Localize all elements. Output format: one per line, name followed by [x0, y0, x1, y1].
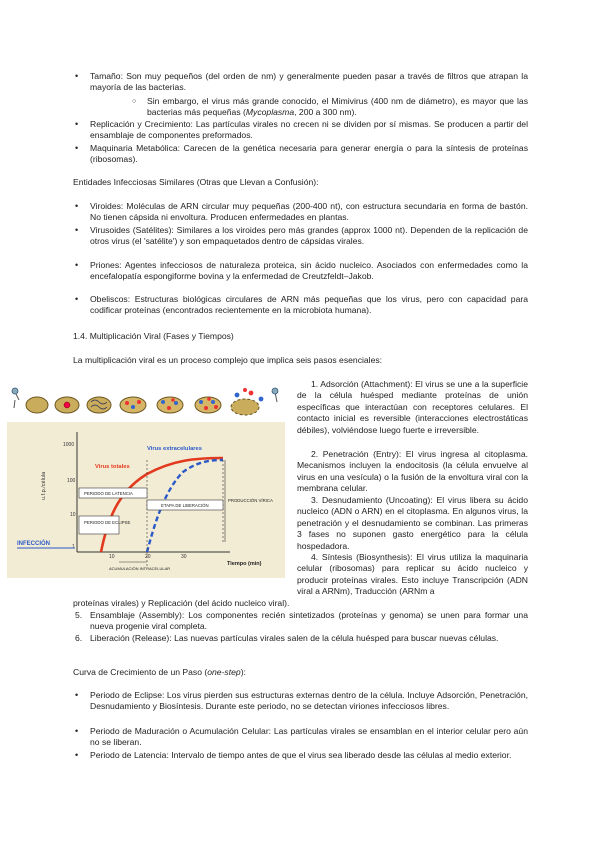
- y-axis-label: u.f.p./célula: [41, 471, 47, 500]
- bullet-priones: • Priones: Agentes infecciosos de naturaleza proteica, sin ácido nucleico. Asociados con enfermedades como la encefalopatía espongiforme bovina y la enfermedad de Creutzfeldt–Jakob.: [90, 260, 528, 283]
- production-label: PRODUCCIÓN VÍRICA: [228, 498, 273, 503]
- sub-bullet-tail: , 200 a 300 nm).: [294, 107, 357, 118]
- bullet-eclipse: • Periodo de Eclipse: Los virus pierden sus estructuras externas dentro de la célula. Incluye Adsorción, Penetración, Desnudamiento y Biosíntesis. Durante este periodo, no se detectan viriones infecciosos libres.: [90, 690, 528, 713]
- virus-extracelulares-label: Virus extracelulares: [147, 446, 202, 452]
- y-tick-100: 100: [67, 478, 76, 484]
- bullet-replication: • Replicación y Crecimiento: Las partículas virales no crecen ni se dividen por sí mismas. Se producen a partir del ensamblaje de componentes preformados.: [90, 119, 528, 142]
- step-6: [75, 633, 528, 644]
- virus-release-icon: [272, 388, 278, 402]
- y-tick-10: 10: [70, 512, 76, 518]
- sub-bullet-mimivirus: [147, 96, 528, 119]
- step-1: [297, 379, 528, 436]
- bullet-metabolic: • Maquinaria Metabólica: Carecen de la genética necesaria para generar energía o para la síntesis de proteínas (ribosomas).: [90, 143, 528, 166]
- step-6-num: 6.: [75, 633, 83, 643]
- step-2: [297, 449, 528, 495]
- cell-icon-5: [157, 397, 183, 413]
- x-axis-label: Tiempo (min): [227, 561, 262, 567]
- virus-particle-icon: [64, 402, 70, 408]
- curve-heading-text: Curva de Crecimiento de un Paso (: [73, 667, 208, 677]
- cell-icon-1: [26, 397, 48, 413]
- step-1-num: 1.: [311, 379, 319, 389]
- eclipse-period-box: [79, 516, 119, 534]
- curve-heading: [73, 667, 533, 678]
- protein-dot-icon: [125, 401, 129, 405]
- y-tick-1000: 1000: [63, 442, 75, 448]
- step-4: [297, 552, 528, 598]
- curve-heading-italic: one-step: [207, 667, 241, 677]
- bullet-latencia: • Periodo de Latencia: Intervalo de tiempo antes de que el virus sea liberado desde las células al medio exterior.: [90, 750, 528, 761]
- step-3: [297, 495, 528, 552]
- step-2-text: Penetración (Entry): El virus ingresa al citoplasma. Mecanismos incluyen la endocitosis (la célula envuelve al virus en una vesícula) o la fusión de la envoltura viral con la membrana celular.: [297, 449, 529, 494]
- x-tick-30: 30: [181, 554, 187, 560]
- bullet-viroides: • Viroides: Moléculas de ARN circular muy pequeñas (200-400 nt), con estructura secundaria en forma de bastón. No tienen cápsida ni envoltura. Producen enfermedades en plantas.: [90, 201, 528, 224]
- infection-label: INFECCIÓN: [17, 541, 50, 547]
- x-tick-20: 20: [145, 554, 151, 560]
- virus-cell-icons: [12, 388, 278, 415]
- step-4-num: 4.: [311, 552, 319, 562]
- step-5-num: 5.: [75, 610, 83, 620]
- x-tick-10: 10: [109, 554, 115, 560]
- release-stage-label: ETAPA DE LIBERACIÓN: [161, 503, 209, 508]
- bullet-maduracion: • Periodo de Maduración o Acumulación Celular: Las partículas virales se ensamblan en el interior celular pero aún no se liberan.: [90, 726, 528, 749]
- eclipse-period-label: [84, 520, 130, 525]
- viral-growth-figure: [5, 382, 287, 579]
- virus-attach-icon: [12, 388, 19, 408]
- step-4-text: Síntesis (Biosynthesis): El virus utiliza la maquinaria celular (ribosomas) para replicar su ácido nucleico y producir proteínas virales. Esto incluye Transcripción (ADN viral a ARNm), Traducción (ARNm a: [297, 552, 529, 597]
- y-tick-1: 1: [72, 544, 75, 550]
- growth-curve-svg: [5, 382, 287, 579]
- step-3-num: 3.: [311, 495, 319, 505]
- sub-bullet-italic: Mycoplasma: [245, 107, 295, 118]
- virus-totales-label: Virus totales: [95, 464, 130, 470]
- accumulation-label: ACUMULACIÓN INTRACELULAR: [109, 566, 171, 571]
- bullet-virusoides: • Virusoides (Satélites): Similares a los viroides pero más grandes (approx 1000 nt). Dependen de la replicación de otros virus (el 'satélite') y son empaquetados dentro de cápsidas virales.: [90, 225, 528, 248]
- bullet-size: • Tamaño: Son muy pequeños (del orden de nm) y generalmente pueden pasar a través de filtros que atrapan la mayoría de las bacterias.: [90, 71, 528, 94]
- step-2-num: 2.: [311, 449, 319, 459]
- protein-dot-icon: [199, 400, 203, 404]
- step-5-text: Ensamblaje (Assembly): Los componentes recién sintetizados (proteínas y genoma) se unen para formar una nueva progenie viral completa.: [90, 610, 528, 632]
- step-1-text: Adsorción (Attachment): El virus se une a la superficie de la célula huésped mediante proteínas de unión específicas que interactúan con receptores celulares. El contacto inicial es reversible (interacciones electrostáticas débiles), volviéndose luego fuerte e irreversible.: [297, 379, 528, 435]
- entities-heading: Entidades Infecciosas Similares (Otras que Llevan a Confusión):: [73, 177, 319, 187]
- step-5: [75, 610, 528, 633]
- cell-icon-7: [231, 399, 259, 415]
- step-3-text: Desnudamiento (Uncoating): El virus libera su ácido nucleico (ADN o ARN) en el citoplasma. En algunos virus, la penetración y el desnudamiento se combinan. Las primeras 3 fases no suponen gasto energético para la célula hospedadora.: [297, 495, 528, 551]
- latency-period-label: PERIODO DE LATENCIA: [84, 491, 133, 496]
- released-virus-icon: [235, 393, 240, 398]
- section-title: 1.4. Multiplicación Viral (Fases y Tiempos): [73, 331, 234, 341]
- curve-heading-tail: ):: [240, 667, 246, 677]
- intro-paragraph: La multiplicación viral es un proceso complejo que implica seis pasos esenciales:: [73, 355, 383, 365]
- cell-icon-3: [87, 397, 111, 413]
- sub-bullet-text: Sin embargo, el virus más grande conocido, el Mimivirus (400 nm de diámetro), es mayor que las bacterias más pequeñas (: [147, 96, 528, 118]
- step-6-text: Liberación (Release): Las nuevas partículas virales salen de la célula huésped para buscar nuevas células.: [90, 633, 499, 643]
- bullet-obeliscos: • Obeliscos: Estructuras biológicas circulares de ARN más pequeñas que los virus, pero con capacidad para codificar proteínas (encontrados recientemente en la microbiota humana).: [90, 294, 528, 317]
- protein-dot-icon: [161, 400, 165, 404]
- step-4-tail: proteínas virales) y Replicación (del ácido nucleico viral).: [73, 598, 290, 608]
- eclipse-label-text: PERIODO DE ECLIPSE: [84, 520, 131, 525]
